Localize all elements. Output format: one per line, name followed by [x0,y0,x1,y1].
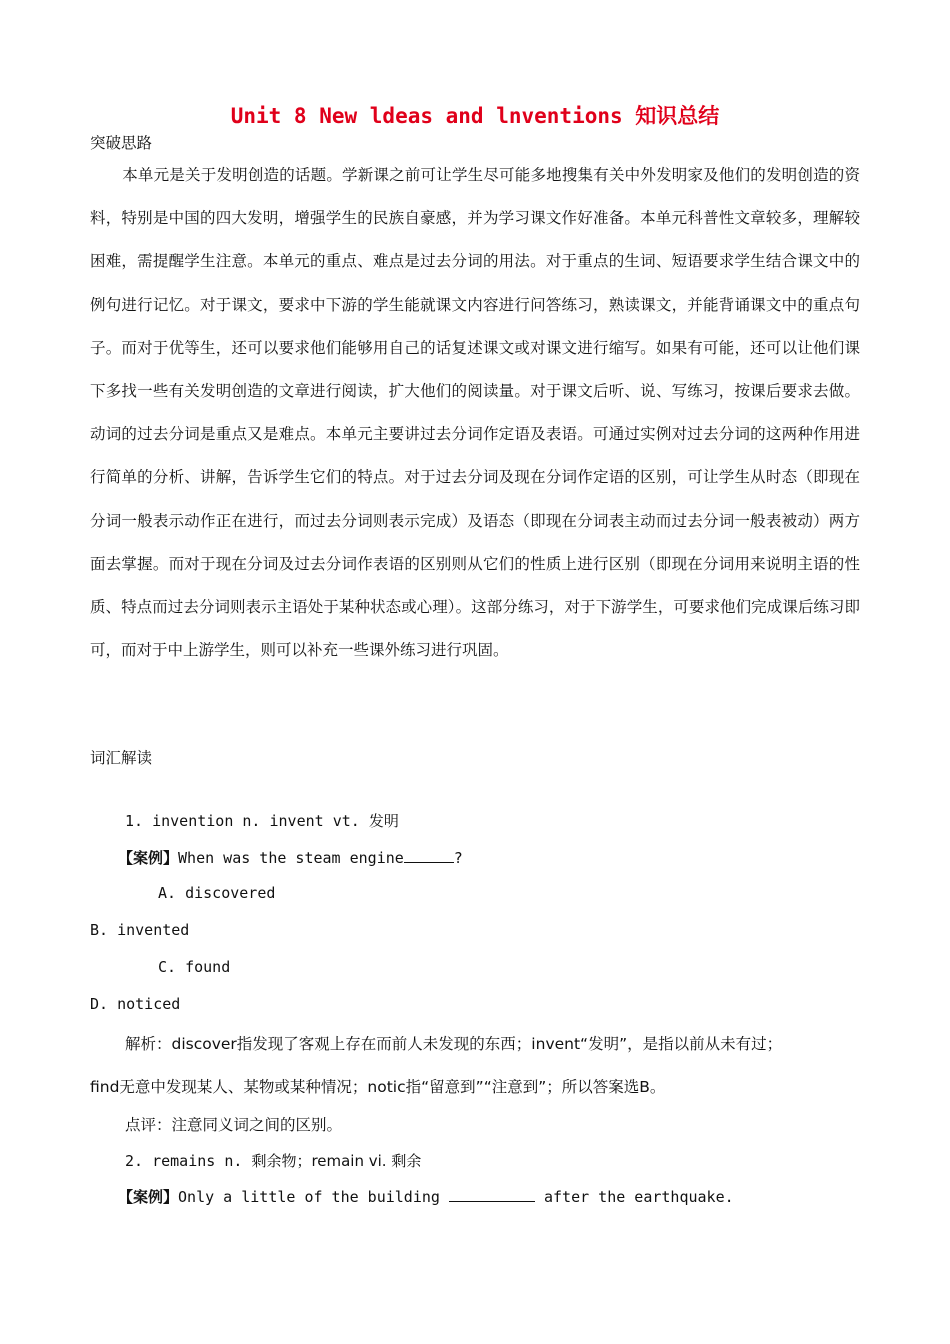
paragraph-text: 本单元是关于发明创造的话题。学新课之前可让学生尽可能多地搜集有关中外发明家及他们的发明创造的资料，特别是中国的四大发明，增强学生的民族自豪感，并为学习课文作好准备。本单元科普性文章较多，理解较困难，需提醒学生注意。本单元的重点、难点是过去分词的用法。对于重点的生词、短语要求学生结合课文中的例句进行记忆。对于课文，要求中下游的学生能就课文内容进行问答练习，熟读课文，并能背诵课文中的重点句子。而对于优等生，还可以要求他们能够用自己的话复述课文或对课文进行缩写。如果有可能，还可以让他们课下多找一些有关发明创造的文章进行阅读，扩大他们的阅读量。对于课文后听、说、写练习，按课后要求去做。动词的过去分词是重点又是难点。本单元主要讲过去分词作定语及表语。可通过实例对过去分词的这两种作用进行简单的分析、讲解，告诉学生它们的特点。对于过去分词及现在分词作定语的区别，可让学生从时态（即现在分词一般表示动作正在进行，而过去分词则表示完成）及语态（即现在分词表主动而过去分词一般表被动）两方面去掌握。而对于现在分词及过去分词作表语的区别则从它们的性质上进行区别（即现在分词用来说明主语的性质、特点而过去分词则表示主语处于某种状态或心理）。这部分练习，对于下游学生，可要求他们完成课后练习即可，而对于中上游学生，则可以补充一些课外练习进行巩固。 [90,166,860,660]
document-title [0,100,950,130]
answer-blank [449,1188,535,1202]
analysis-line-2: find无意中发现某人、某物或某种情况；notic指“留意到”“注意到”；所以答案选B。 [90,1078,666,1096]
vocab-item-2-example: 【案例】Only a little of the building after the earthquake. [118,1188,734,1206]
vocab-item-1-example: 【案例】When was the steam engine ? [118,849,463,867]
option-b: B. invented [90,921,190,939]
option-d: D. noticed [90,995,181,1013]
vocab-item-1-heading: 1. invention n. invent vt. 发明 [125,812,399,830]
title-english: Unit 8 New ldeas and lnventions [230,104,636,128]
section-body-paragraph [90,154,860,672]
title-chinese: 知识总结 [635,104,720,128]
answer-blank [404,849,454,863]
analysis-line-1: 解析：discover指发现了客观上存在而前人未发现的东西；invent“发明”，是指以前从未有过； [125,1035,783,1053]
option-c: C. found [158,958,231,976]
section-heading-vocabulary: 词汇解读 [90,749,153,767]
vocab-item-2-heading: 2. remains n. 剩余物；remain vi. 剩余 [125,1152,422,1170]
option-a: A. discovered [158,884,276,902]
section-heading-breakthrough: 突破思路 [90,134,153,152]
comment-line: 点评：注意同义词之间的区别。 [125,1116,343,1134]
